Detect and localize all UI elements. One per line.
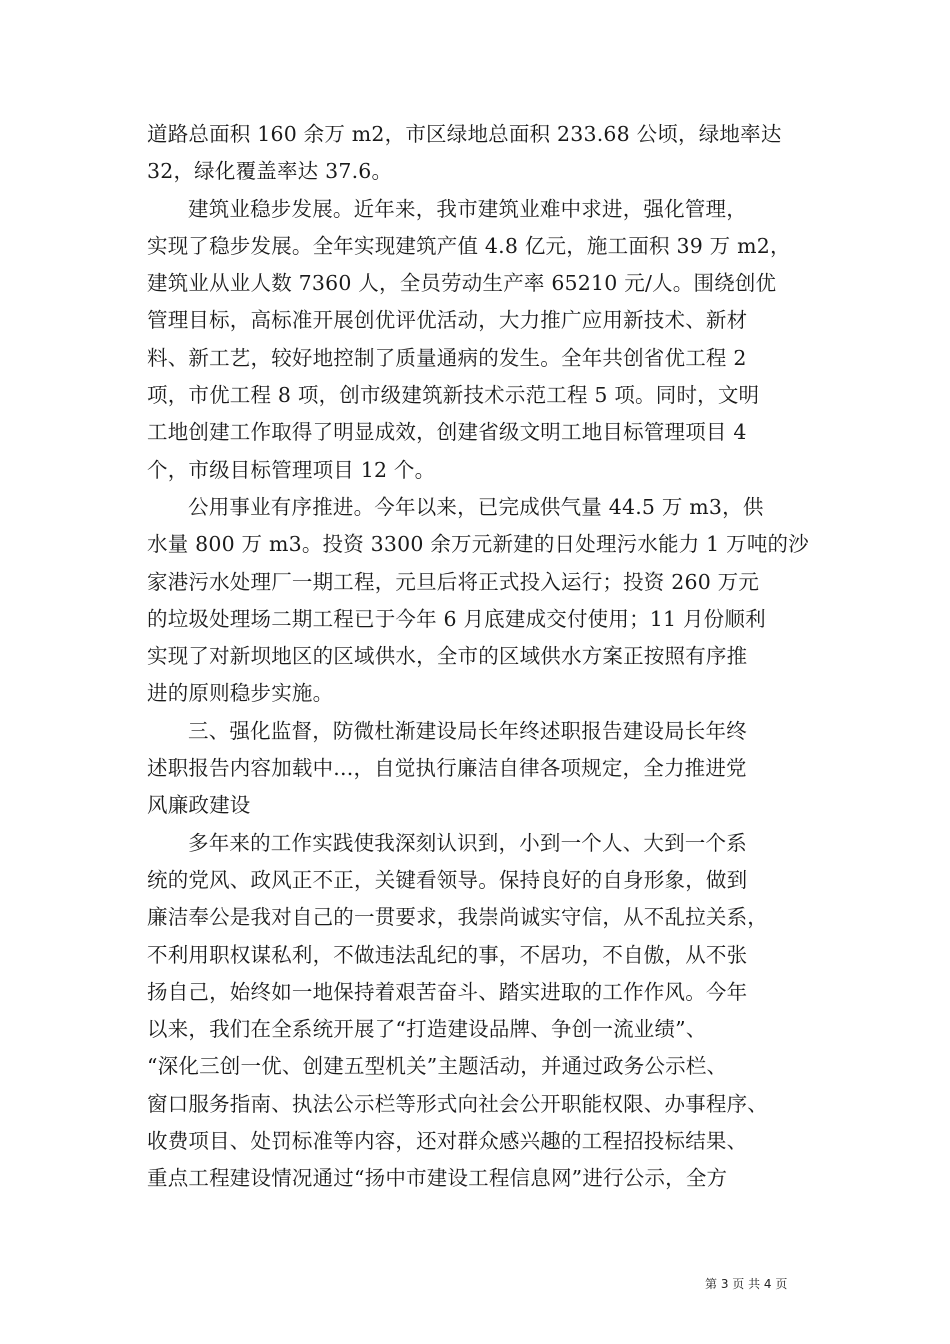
- text-line: 工地创建工作取得了明显成效，创建省级文明工地目标管理项目 4: [147, 420, 747, 445]
- text-line: 窗口服务指南、执法公示栏等形式向社会公开职能权限、办事程序、: [147, 1091, 768, 1116]
- text-line: 项，市优工程 8 项，创市级建筑新技术示范工程 5 项。同时，文明: [147, 383, 760, 408]
- text-line: 重点工程建设情况通过“扬中市建设工程信息网”进行公示，全方: [147, 1166, 728, 1191]
- text-line: 料、新工艺，较好地控制了质量通病的发生。全年共创省优工程 2: [147, 345, 747, 370]
- text-line: 收费项目、处罚标准等内容，还对群众感兴趣的工程招投标结果、: [147, 1129, 748, 1154]
- text-line: 不利用职权谋私利，不做违法乱纪的事，不居功，不自傲，从不张: [147, 942, 748, 967]
- paragraph-first-line: 建筑业稳步发展。近年来，我市建筑业难中求进，强化管理，: [188, 196, 747, 221]
- text-line: 的垃圾处理场二期工程已于今年 6 月底建成交付使用；11 月份顺利: [147, 606, 766, 631]
- text-line: 扬自己，始终如一地保持着艰苦奋斗、踏实进取的工作作风。今年: [147, 979, 748, 1004]
- text-line: 述职报告内容加载中...，自觉执行廉洁自律各项规定，全力推进党: [147, 756, 747, 781]
- text-line: 风廉政建设: [147, 793, 251, 818]
- text-line: 32，绿化覆盖率达 37.6。: [147, 159, 393, 184]
- text-line: 实现了对新坝地区的区域供水，全市的区域供水方案正按照有序推: [147, 644, 748, 669]
- text-line: 水量 800 万 m3。投资 3300 余万元新建的日处理污水能力 1 万吨的沙: [147, 532, 809, 557]
- text-line: 进的原则稳步实施。: [147, 681, 334, 706]
- text-line: 统的党风、政风正不正，关键看领导。保持良好的自身形象，做到: [147, 867, 748, 892]
- document-body: [147, 116, 807, 1198]
- paragraph-first-line: 公用事业有序推进。今年以来，已完成供气量 44.5 万 m3，供: [188, 494, 764, 519]
- text-line: 实现了稳步发展。全年实现建筑产值 4.8 亿元，施工面积 39 万 m2，: [147, 233, 791, 258]
- text-line: 家港污水处理厂一期工程，元旦后将正式投入运行；投资 260 万元: [147, 569, 760, 594]
- text-line: 廉洁奉公是我对自己的一贯要求，我崇尚诚实守信，从不乱拉关系，: [147, 905, 768, 930]
- paragraph-first-line: 多年来的工作实践使我深刻认识到，小到一个人、大到一个系: [188, 830, 747, 855]
- text-line: “深化三创一优、创建五型机关”主题活动，并通过政务公示栏、: [147, 1054, 728, 1079]
- text-line: 道路总面积 160 余万 m2，市区绿地总面积 233.68 公顷，绿地率达: [147, 122, 782, 146]
- text-line: 管理目标，高标准开展创优评优活动，大力推广应用新技术、新材: [147, 308, 748, 333]
- text-line: 以来，我们在全系统开展了“打造建设品牌、争创一流业绩”、: [147, 1017, 707, 1042]
- text-line: 个，市级目标管理项目 12 个。: [147, 457, 436, 482]
- text-line: 建筑业从业人数 7360 人，全员劳动生产率 65210 元/人。围绕创优: [147, 271, 777, 296]
- paragraph-first-line: 三、强化监督，防微杜渐建设局长年终述职报告建设局长年终: [188, 718, 747, 743]
- page-number: 第 3 页 共 4 页: [705, 1277, 788, 1291]
